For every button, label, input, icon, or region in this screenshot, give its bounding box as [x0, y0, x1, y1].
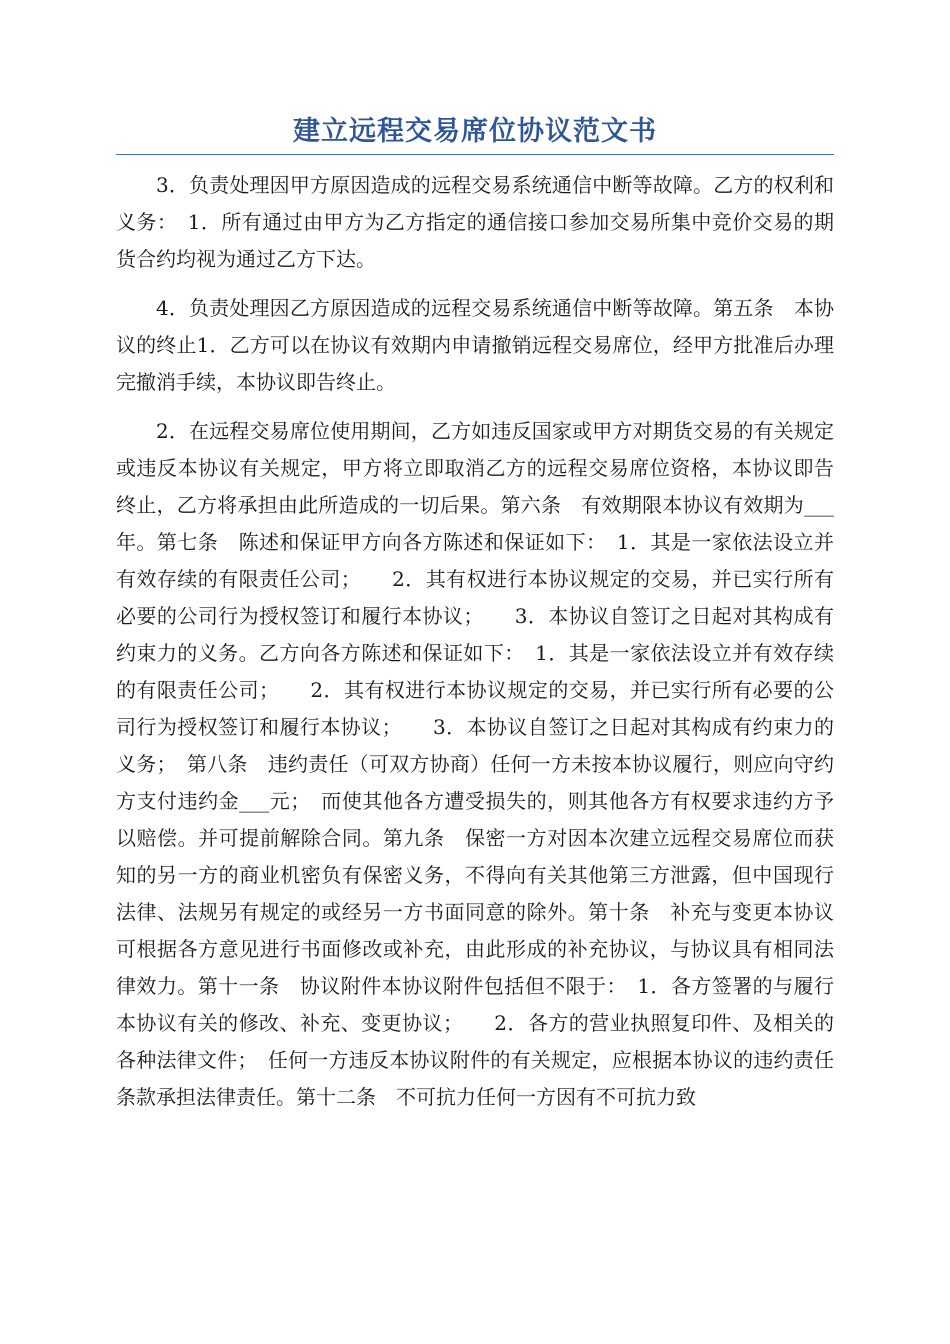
title-underline	[116, 154, 834, 155]
document-page	[116, 110, 834, 1128]
paragraph-3: 2．在远程交易席位使用期间，乙方如违反国家或甲方对期货交易的有关规定或违反本协议有关规定，甲方将立即取消乙方的远程交易席位资格，本协议即告终止，乙方将承担由此所造成的一切后果。第六条 有效期限本协议有效期为___年。第七条 陈述和保证甲方向各方陈述和保证如下： 1．其是一家依法设立并有效存续的有限责任公司； 2．其有权进行本协议规定的交易，并已实行所有必要的公司行为授权签订和履行本协议； 3．本协议自签订之日起对其构成有约束力的义务。乙方向各方陈述和保证如下： 1．其是一家依法设立并有效存续的有限责任公司； 2．其有权进行本协议规定的交易，并已实行所有必要的公司行为授权签订和履行本协议； 3．本协议自签订之日起对其构成有约束力的义务； 第八条 违约责任（可双方协商）任何一方未按本协议履行，则应向守约方支付违约金___元； 而使其他各方遭受损失的，则其他各方有权要求违约方予以赔偿。并可提前解除合同。第九条 保密一方对因本次建立远程交易席位而获知的另一方的商业机密负有保密义务，不得向有关其他第三方泄露，但中国现行法律、法规另有规定的或经另一方书面同意的除外。第十条 补充与变更本协议可根据各方意见进行书面修改或补充，由此形成的补充协议，与协议具有相同法律效力。第十一条 协议附件本协议附件包括但不限于： 1．各方签署的与履行本协议有关的修改、补充、变更协议； 2．各方的营业执照复印件、及相关的各种法律文件； 任何一方违反本协议附件的有关规定，应根据本协议的违约责任条款承担法律责任。第十二条 不可抗力任何一方因有不可抗力致	[116, 419, 834, 1109]
paragraph-2: 4．负责处理因乙方原因造成的远程交易系统通信中断等故障。第五条 本协议的终止1．乙方可以在协议有效期内申请撤销远程交易席位，经甲方批准后办理完撤消手续，本协议即告终止。	[116, 296, 834, 394]
document-title: 建立远程交易席位协议范文书	[293, 116, 657, 147]
paragraph-1: 3．负责处理因甲方原因造成的远程交易系统通信中断等故障。乙方的权利和义务： 1．所有通过由甲方为乙方指定的通信接口参加交易所集中竞价交易的期货合约均视为通过乙方下达。	[116, 173, 834, 271]
